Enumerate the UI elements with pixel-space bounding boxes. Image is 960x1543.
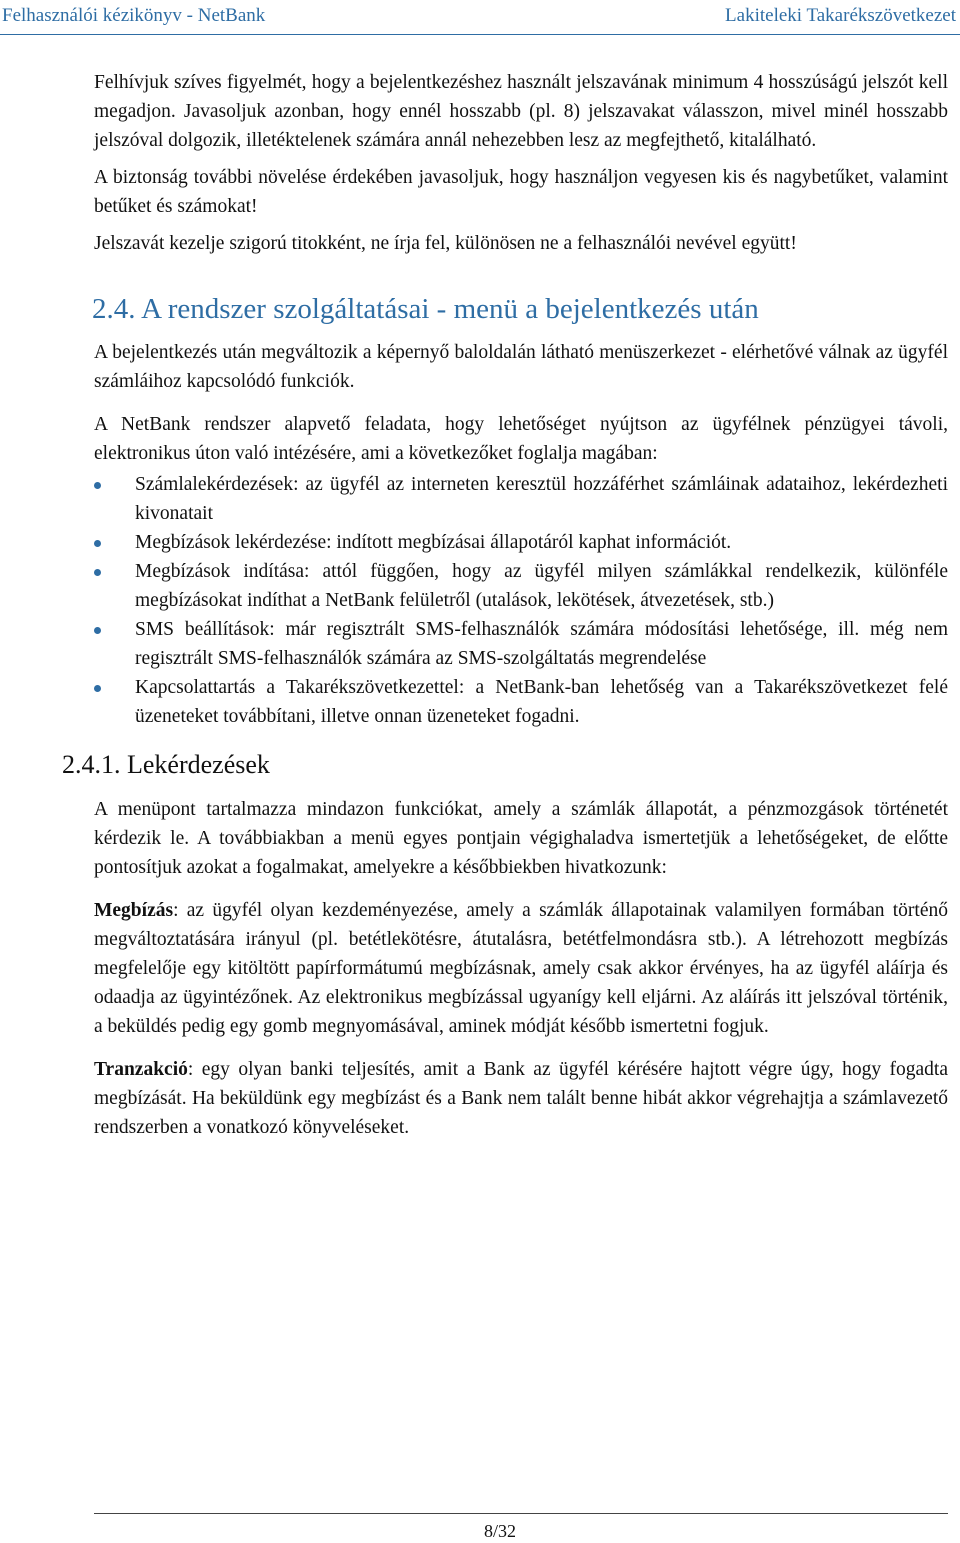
definition-megbizas-text: : az ügyfél olyan kezdeményezése, amely a számlák állapotainak valamilyen formában történő megváltoztatására irányul (pl. betétlekötésre, átutalásra, betétfelmondásra stb.). A létrehozott megbízás megfelelője egy kitöltött papírformátumú megbízásnak, amely csak akkor érvényes, ha az ügyfél aláírja és odaadja az ügyintézőnek. Az elektronikus megbízással ugyanígy kell eljárni. Az aláírás itt jelszóval történik, a beküldés pedig egy gomb megnyomásával, aminek módját később ismertetni fogjuk. (94, 900, 948, 1037)
list-item (94, 470, 948, 528)
header-organization: Lakiteleki Takarékszövetkezet (725, 5, 956, 26)
list-item-text: Számlalekérdezések: az ügyfél az interneten keresztül hozzáférhet számláinak adataihoz, lekérdezheti kivonatait (135, 474, 948, 524)
definition-megbizas (94, 896, 948, 1041)
footer-divider (94, 1513, 948, 1514)
list-item (94, 673, 948, 731)
list-item (94, 615, 948, 673)
section-2-4-1-paragraph-1: A menüpont tartalmazza mindazon funkciókat, amely a számlák állapotát, a pénzmozgások történetét kérdezik le. A továbbiakban a menü egyes pontjain végighaladva ismertetjük a lehetőségeket, de előtte pontosítjuk azokat a fogalmakat, amelyekre a későbbiekben hivatkozunk: (94, 799, 948, 878)
header-divider (0, 34, 960, 35)
page-body (62, 68, 948, 1150)
definition-tranzakcio-text: : egy olyan banki teljesítés, amit a Bank az ügyfél kérésére hajtott végre úgy, hogy fogadta megbízását. Ha beküldünk egy megbízást és a Bank nem talált benne hibát akkor végrehajtja a számlavezető rendszerben a vonatkozó könyveléseket. (94, 1059, 948, 1138)
term-tranzakcio: Tranzakció (94, 1059, 188, 1080)
intro-paragraph-mixed-case: A biztonság további növelése érdekében javasoljuk, hogy használjon vegyesen kis és nagybetűket, valamint betűket és számokat! (94, 167, 948, 217)
bullet-icon (94, 685, 101, 692)
bullet-icon (94, 482, 101, 489)
services-bullet-list (94, 470, 948, 731)
definition-tranzakcio (94, 1055, 948, 1142)
bullet-icon (94, 627, 101, 634)
section-heading-2-4: 2.4. A rendszer szolgáltatásai - menü a bejelentkezés után (92, 293, 759, 325)
intro-paragraph-secrecy: Jelszavát kezelje szigorú titokként, ne írja fel, különösen ne a felhasználói nevével együtt! (94, 233, 797, 254)
list-item (94, 557, 948, 615)
term-megbizas: Megbízás (94, 900, 174, 921)
list-item-text: SMS beállítások: már regisztrált SMS-felhasználók számára módosítási lehetősége, ill. még nem regisztrált SMS-felhasználók számára az SMS-szolgáltatás megrendelése (135, 619, 948, 669)
list-item-text: Megbízások indítása: attól függően, hogy az ügyfél milyen számlákkal rendelkezik, különféle megbízásokat indíthat a NetBank felületről (utalások, lekötések, átvezetések, stb.) (135, 561, 948, 611)
list-item (94, 528, 948, 557)
section-2-4-paragraph-2: A NetBank rendszer alapvető feladata, hogy lehetőséget nyújtson az ügyfélnek pénzügyei távoli, elektronikus úton való intézésére, ami a következőket foglalja magában: (94, 414, 948, 464)
page-header (0, 0, 960, 34)
section-heading-2-4-1: 2.4.1. Lekérdezések (62, 750, 270, 779)
bullet-icon (94, 569, 101, 576)
intro-paragraph-password-length: Felhívjuk szíves figyelmét, hogy a bejelentkezéshez használt jelszavának minimum 4 hosszúságú jelszót kell megadjon. Javasoljuk azonban, hogy ennél hosszabb (pl. 8) jelszavakat válasszon, mivel minél hosszabb jelszóval dolgozik, illetéktelenek számára annál nehezebben lesz az megfejthető, kitalálható. (94, 72, 948, 151)
bullet-icon (94, 540, 101, 547)
page-number: 8/32 (483, 1521, 516, 1541)
header-document-title: Felhasználói kézikönyv - NetBank (2, 5, 266, 26)
section-2-4-paragraph-1: A bejelentkezés után megváltozik a képernyő baloldalán látható menüszerkezet - elérhetővé válnak az ügyfél számláihoz kapcsolódó funkciók. (94, 342, 948, 392)
list-item-text: Megbízások lekérdezése: indított megbízásai állapotáról kaphat információt. (135, 532, 732, 553)
list-item-text: Kapcsolattartás a Takarékszövetkezettel: a NetBank-ban lehetőség van a Takarékszövetkezet felé üzeneteket továbbítani, illetve onnan üzeneteket fogadni. (135, 677, 948, 727)
